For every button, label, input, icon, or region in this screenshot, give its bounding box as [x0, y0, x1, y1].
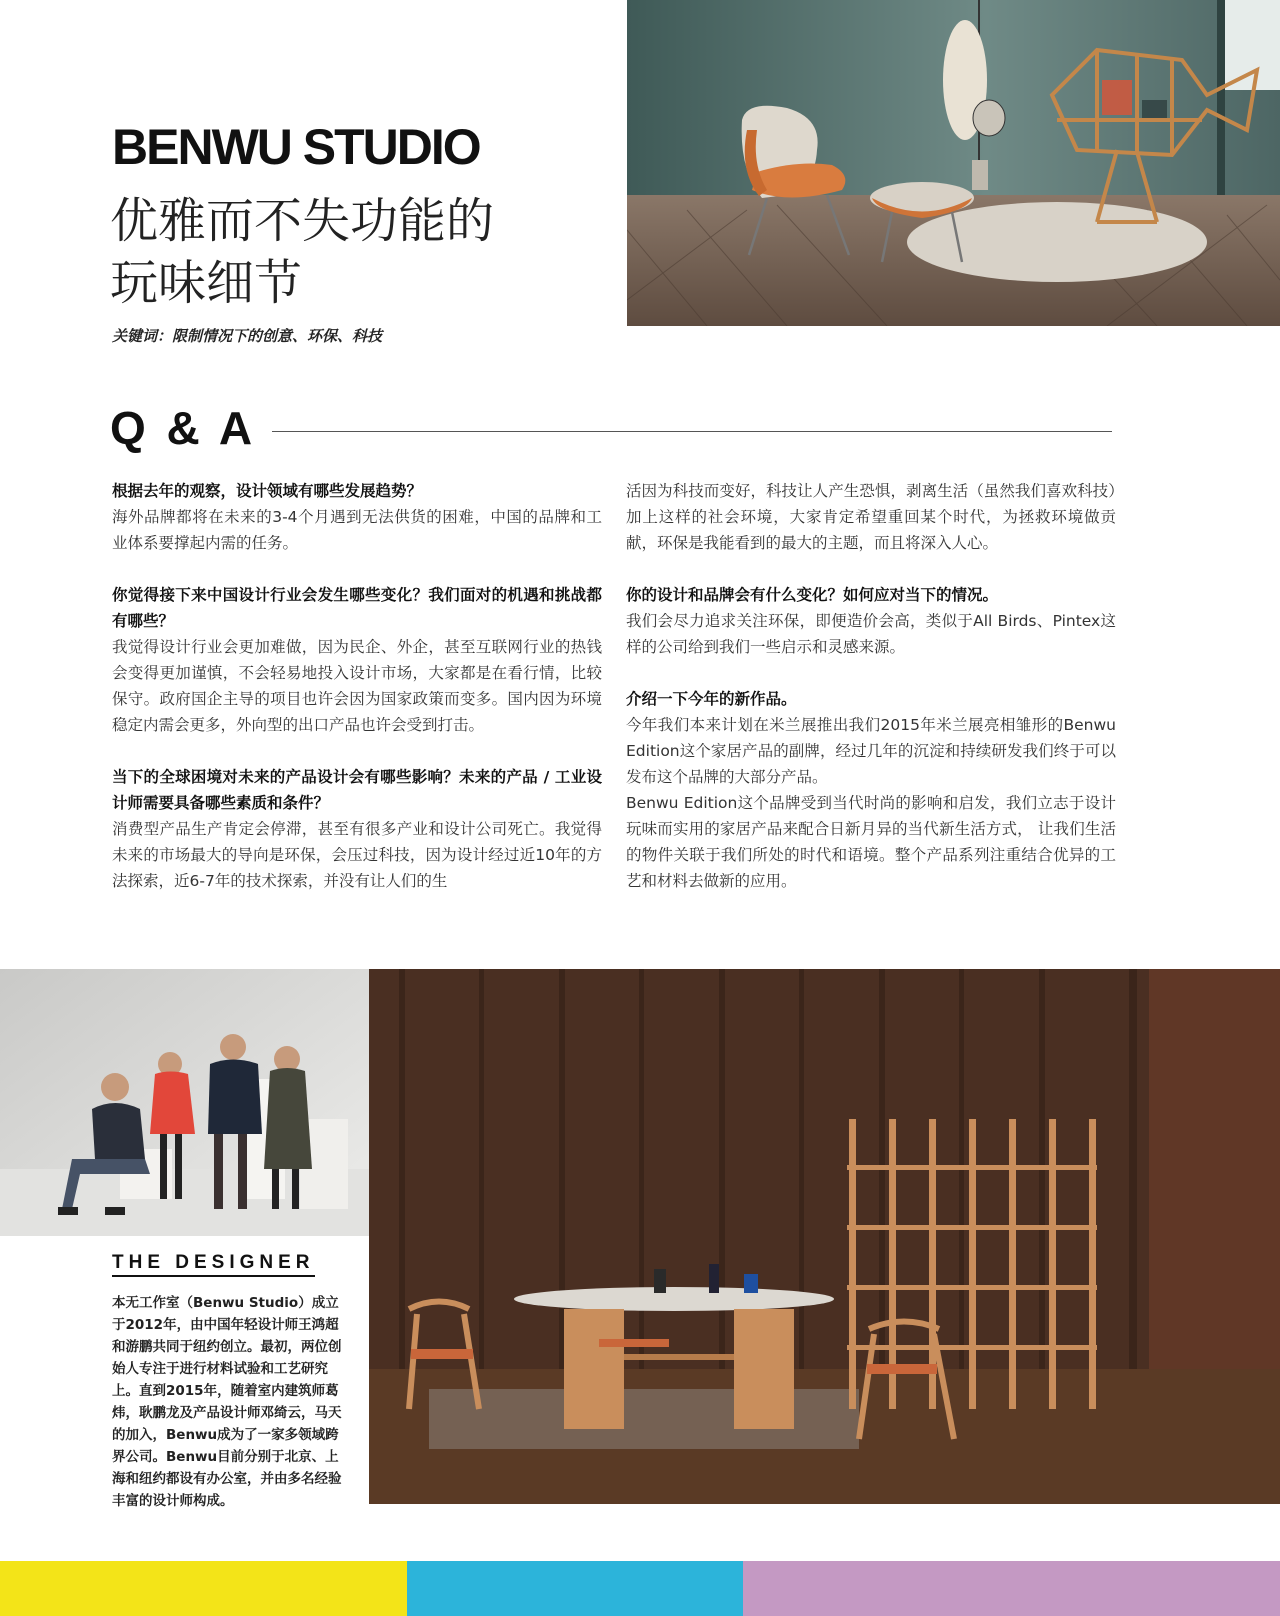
answer-4: 我们会尽力追求关注环保，即便造价会高，类似于All Birds、Pintex这样的公司给到我们一些启示和灵感来源。 [626, 612, 1116, 656]
color-bar-yellow [0, 1561, 407, 1616]
team-photo [0, 969, 369, 1236]
room-illustration [369, 969, 1280, 1504]
qa-title: Q & A [110, 402, 257, 454]
hero-photo [627, 0, 1280, 326]
designer-bio: 本无工作室（Benwu Studio）成立于2012年，由中国年轻设计师王鸿超和游鹏共同于纽约创立。最初，两位创始人专注于进行材料试验和工艺研究上。直到2015年，随着室内建筑师葛炜，耿鹏龙及产品设计师邓绮云，马天的加入，Benwu成为了一家多领域跨界公司。Benwu目前分别于北京、上海和纽约都设有办公室，并由多名经验丰富的设计师构成。 [112, 1295, 342, 1509]
answer-2: 我觉得设计行业会更加难做，因为民企、外企，甚至互联网行业的热钱会变得更加谨慎，不会轻易地投入设计市场，大家都是在看行情，比较保守。政府国企主导的项目也许会因为国家政策而变多。国内因为环境稳定内需会更多，外向型的出口产品也许会受到打击。 [112, 638, 602, 734]
question-3: 当下的全球困境对未来的产品设计会有哪些影响？未来的产品 / 工业设计师需要具备哪些素质和条件？ [112, 768, 602, 812]
headline [110, 190, 494, 314]
answer-3: 消费型产品生产肯定会停滞，甚至有很多产业和设计公司死亡。我觉得未来的市场最大的导向是环保，会压过科技，因为设计经过近10年的方法探索，近6-7年的技术探索，并没有让人们的生 [112, 820, 602, 890]
answer-5: 今年我们本来计划在米兰展推出我们2015年米兰展亮相雏形的Benwu Edition这个家居产品的副牌，经过几年的沉淀和持续研发我们终于可以发布这个品牌的大部分产品。 [626, 716, 1116, 786]
article-column-right [626, 478, 1116, 894]
hero-illustration [627, 0, 1280, 326]
headline-line-2: 玩味细节 [110, 255, 303, 311]
color-bar-lilac [743, 1561, 1280, 1616]
question-4: 你的设计和品牌会有什么变化？如何应对当下的情况。 [626, 586, 999, 604]
keywords: 关键词：限制情况下的创意、环保、科技 [112, 327, 383, 345]
answer-5-paragraph-2: Benwu Edition这个品牌受到当代时尚的影响和启发，我们立志于设计玩味而实用的家居产品来配合日新月异的当代新生活方式， 让我们生活的物件关联于我们所处的时代和语境。整个产品系列注重结合优异的工艺和材料去做新的应用。 [626, 794, 1116, 890]
team-illustration [0, 969, 369, 1236]
brand-title: BENWU STUDIO [112, 119, 480, 175]
color-bar-cyan [407, 1561, 743, 1616]
question-5: 介绍一下今年的新作品。 [626, 690, 797, 708]
question-1: 根据去年的观察，设计领域有哪些发展趋势？ [112, 482, 423, 500]
room-photo [369, 969, 1280, 1504]
article-column-left [112, 478, 602, 894]
headline-line-1: 优雅而不失功能的 [110, 193, 495, 249]
qa-divider [272, 431, 1112, 432]
question-2: 你觉得接下来中国设计行业会发生哪些变化？我们面对的机遇和挑战都有哪些？ [112, 586, 602, 630]
answer-3-continued: 活因为科技而变好，科技让人产生恐惧，剥离生活（虽然我们喜欢科技）加上这样的社会环境，大家肯定希望重回某个时代，为拯救环境做贡献，环保是我能看到的最大的主题，而且将深入人心。 [626, 482, 1116, 552]
answer-1: 海外品牌都将在未来的3-4个月遇到无法供货的困难，中国的品牌和工业体系要撑起内需的任务。 [112, 508, 602, 552]
designer-section-title: THE DESIGNER [112, 1253, 315, 1277]
